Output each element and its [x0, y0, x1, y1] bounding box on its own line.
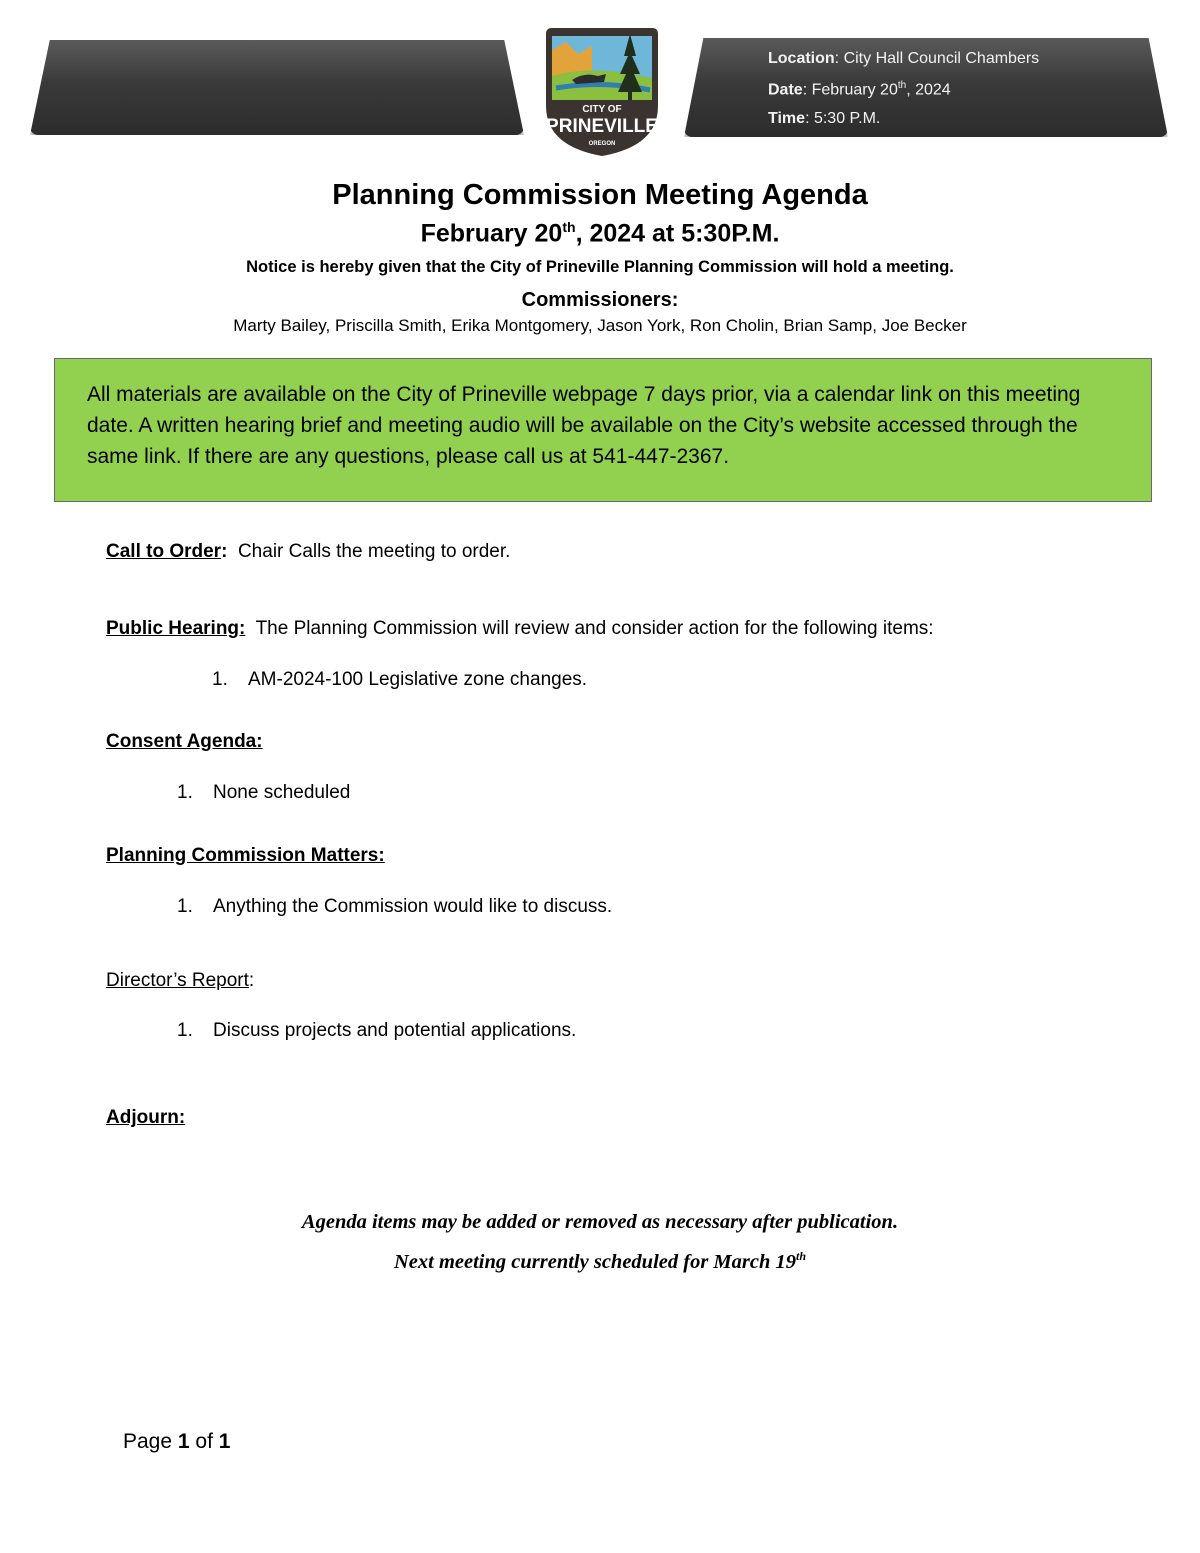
logo-text-oregon: OREGON — [588, 141, 616, 147]
meeting-date — [768, 80, 951, 99]
page-number — [123, 1430, 230, 1454]
call-to-order-colon: : — [221, 541, 228, 562]
next-meeting-text: Next meeting currently scheduled for March 19 — [393, 1250, 796, 1273]
item-text: None scheduled — [213, 782, 351, 803]
date-year: , 2024 — [906, 81, 951, 99]
adjourn-heading: Adjourn: — [106, 1107, 186, 1128]
list-item — [177, 896, 612, 918]
datetime-sup: th — [562, 219, 576, 235]
location-label: Location — [768, 50, 835, 67]
meeting-notice: Notice is hereby given that the City of Prineville Planning Commission will hold a meeting. — [246, 258, 954, 276]
date-label: Date — [768, 81, 803, 99]
footer-note-agenda: Agenda items may be added or removed as necessary after publication. — [301, 1211, 899, 1233]
list-item — [212, 669, 587, 691]
call-to-order-text: Chair Calls the meeting to order. — [227, 541, 511, 562]
agenda-title-wrap — [0, 179, 1200, 212]
section-directors-report — [106, 970, 254, 992]
section-consent-agenda — [106, 731, 263, 753]
item-text: AM-2024-100 Legislative zone changes. — [248, 669, 588, 690]
commissioners-list: Marty Bailey, Priscilla Smith, Erika Montgomery, Jason York, Ron Cholin, Brian Samp, Joe Becker — [233, 316, 967, 335]
list-item — [177, 1020, 576, 1042]
time-value: : 5:30 P.M. — [805, 110, 881, 127]
item-number: 1. — [177, 782, 193, 803]
directors-report-colon: : — [248, 970, 255, 991]
item-text: Discuss projects and potential applications. — [213, 1020, 577, 1041]
meeting-datetime — [0, 219, 1200, 248]
section-public-hearing — [106, 618, 934, 640]
logo-text-city-of: CITY OF — [582, 104, 622, 115]
materials-info-text: All materials are available on the City of Prineville webpage 7 days prior, via a calendar link on this meeting date. A written hearing brief and meeting audio will be available on the City’s website accessed through the same link. If there are any questions, please call us at 541-447-2367. — [87, 383, 1081, 468]
item-number: 1. — [177, 1020, 193, 1041]
section-call-to-order — [106, 541, 510, 563]
item-text: Anything the Commission would like to discuss. — [213, 896, 613, 917]
call-to-order-heading: Call to Order — [106, 541, 222, 562]
city-of-prineville-logo — [532, 26, 672, 158]
header-banner-left — [30, 40, 524, 135]
meeting-location — [768, 50, 1039, 68]
page-current: 1 — [177, 1430, 190, 1453]
materials-info-box — [54, 358, 1152, 502]
page-of: of — [189, 1430, 219, 1453]
footer-note-next-meeting — [0, 1249, 1200, 1274]
commissioners-heading: Commissioners: — [521, 289, 679, 311]
datetime-pre: February 20 — [420, 219, 563, 248]
date-value: : February 20 — [802, 81, 898, 99]
list-item — [177, 782, 350, 804]
public-hearing-text: The Planning Commission will review and consider action for the following items: — [245, 618, 934, 639]
item-number: 1. — [177, 896, 193, 917]
datetime-post: , 2024 at 5:30P.M. — [575, 219, 780, 248]
meeting-time — [768, 110, 880, 128]
logo-text-prineville: PRINEVILLE — [546, 116, 658, 137]
public-hearing-heading: Public Hearing: — [106, 618, 246, 639]
page-total: 1 — [218, 1430, 231, 1453]
page-title: Planning Commission Meeting Agenda — [332, 179, 868, 211]
date-sup: th — [897, 80, 907, 91]
pc-matters-heading: Planning Commission Matters: — [106, 845, 385, 866]
consent-agenda-heading: Consent Agenda: — [106, 731, 263, 752]
item-number: 1. — [212, 669, 228, 690]
next-meeting-sup: th — [796, 1249, 807, 1263]
section-adjourn — [106, 1107, 185, 1129]
directors-report-heading: Director’s Report — [106, 970, 249, 991]
page-label: Page — [123, 1430, 178, 1453]
location-value: : City Hall Council Chambers — [834, 50, 1040, 67]
section-pc-matters — [106, 845, 385, 867]
time-label: Time — [768, 110, 806, 127]
